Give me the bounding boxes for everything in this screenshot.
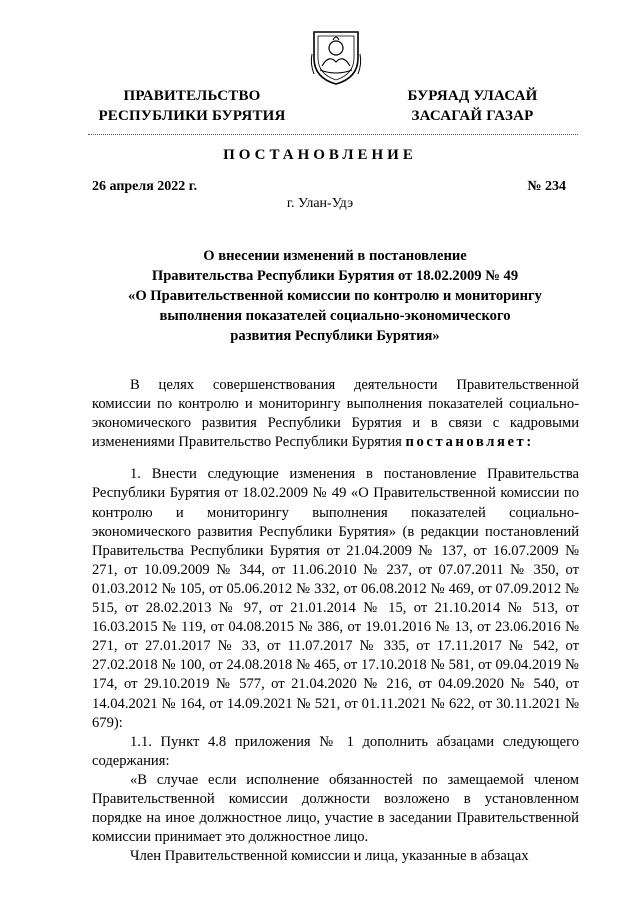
header-right-line1: БУРЯАД УЛАСАЙ [407,88,538,104]
subject-line: выполнения показателей социально-экономического [159,308,511,324]
preamble-paragraph [92,376,579,452]
header-left-line1: ПРАВИТЕЛЬСТВО [123,88,261,104]
document-city: г. Улан-Удэ [286,196,354,211]
subject-line: Правительства Республики Бурятия от 18.02.2009 № 49 [151,268,519,284]
header-right-line2: ЗАСАГАЙ ГАЗАР [411,108,534,124]
resolves-word: постановляет: [405,434,534,451]
government-name-russian [92,86,292,126]
preamble-text: В целях совершенствования деятельности Правительственной комиссии по контролю и мониторингу выполнения показателей социально-экономического развития Республики Бурятия и в связи с кадровыми изменениями Правительство Республики Бурятия [92,377,579,451]
coat-of-arms-emblem [304,24,368,88]
document-type-title: ПОСТАНОВЛЕНИЕ [223,147,417,163]
document-date: 26 апреля 2022 г. [92,179,198,194]
document-subject [90,246,580,346]
subject-line: О внесении изменений в постановление [203,248,467,264]
government-name-buryat [395,86,550,126]
document-number: № 234 [527,179,566,194]
header-left-line2: РЕСПУБЛИКИ БУРЯТИЯ [98,108,286,124]
subject-line: развития Республики Бурятия» [230,328,440,344]
quote-paragraph-2: Член Правительственной комиссии и лица, указанные в абзацах [130,848,529,865]
item-1-1-paragraph: 1.1. Пункт 4.8 приложения № 1 дополнить абзацами следующего содержания: [92,733,579,769]
subject-line: «О Правительственной комиссии по контролю и мониторингу [128,288,542,304]
document-body [92,376,579,866]
header-divider [88,134,578,135]
quote-paragraph-1: «В случае если исполнение обязанностей по замещаемой членом Правительственной комиссии должности возложено в установленном порядке на иное должностное лицо, участие в заседании Правительственной комиссии принимает это должностное лицо. [92,771,579,846]
item-1-paragraph: 1. Внести следующие изменения в постановление Правительства Республики Бурятия от 18.02.2009 № 49 «О Правительственной комиссии по контролю и мониторингу выполнения показателей социально-экономического развития Республики Бурятия» (в редакции постановлений Правительства Республики Бурятия от 21.04.2009 № 137, от 16.07.2009 № 271, от 10.09.2009 № 344, от 11.06.2010 № 237, от 07.07.2011 № 350, от 01.03.2012 № 105, от 05.06.2012 № 332, от 06.08.2012 № 469, от 07.09.2012 № 515, от 28.02.2013 № 97, от 21.01.2014 № 15, от 21.10.2014 № 513, от 16.03.2015 № 119, от 04.08.2015 № 386, от 19.01.2016 № 13, от 23.06.2016 № 271, от 27.01.2017 № 33, от 11.07.2017 № 335, от 17.11.2017 № 542, от 27.02.2018 № 100, от 24.08.2018 № 465, от 17.10.2018 № 581, от 09.04.2019 № 174, от 29.10.2019 № 577, от 21.04.2020 № 216, от 04.09.2020 № 540, от 14.04.2021 № 164, от 14.09.2021 № 521, от 01.11.2021 № 622, от 30.11.2021 № 679): [92,466,579,731]
